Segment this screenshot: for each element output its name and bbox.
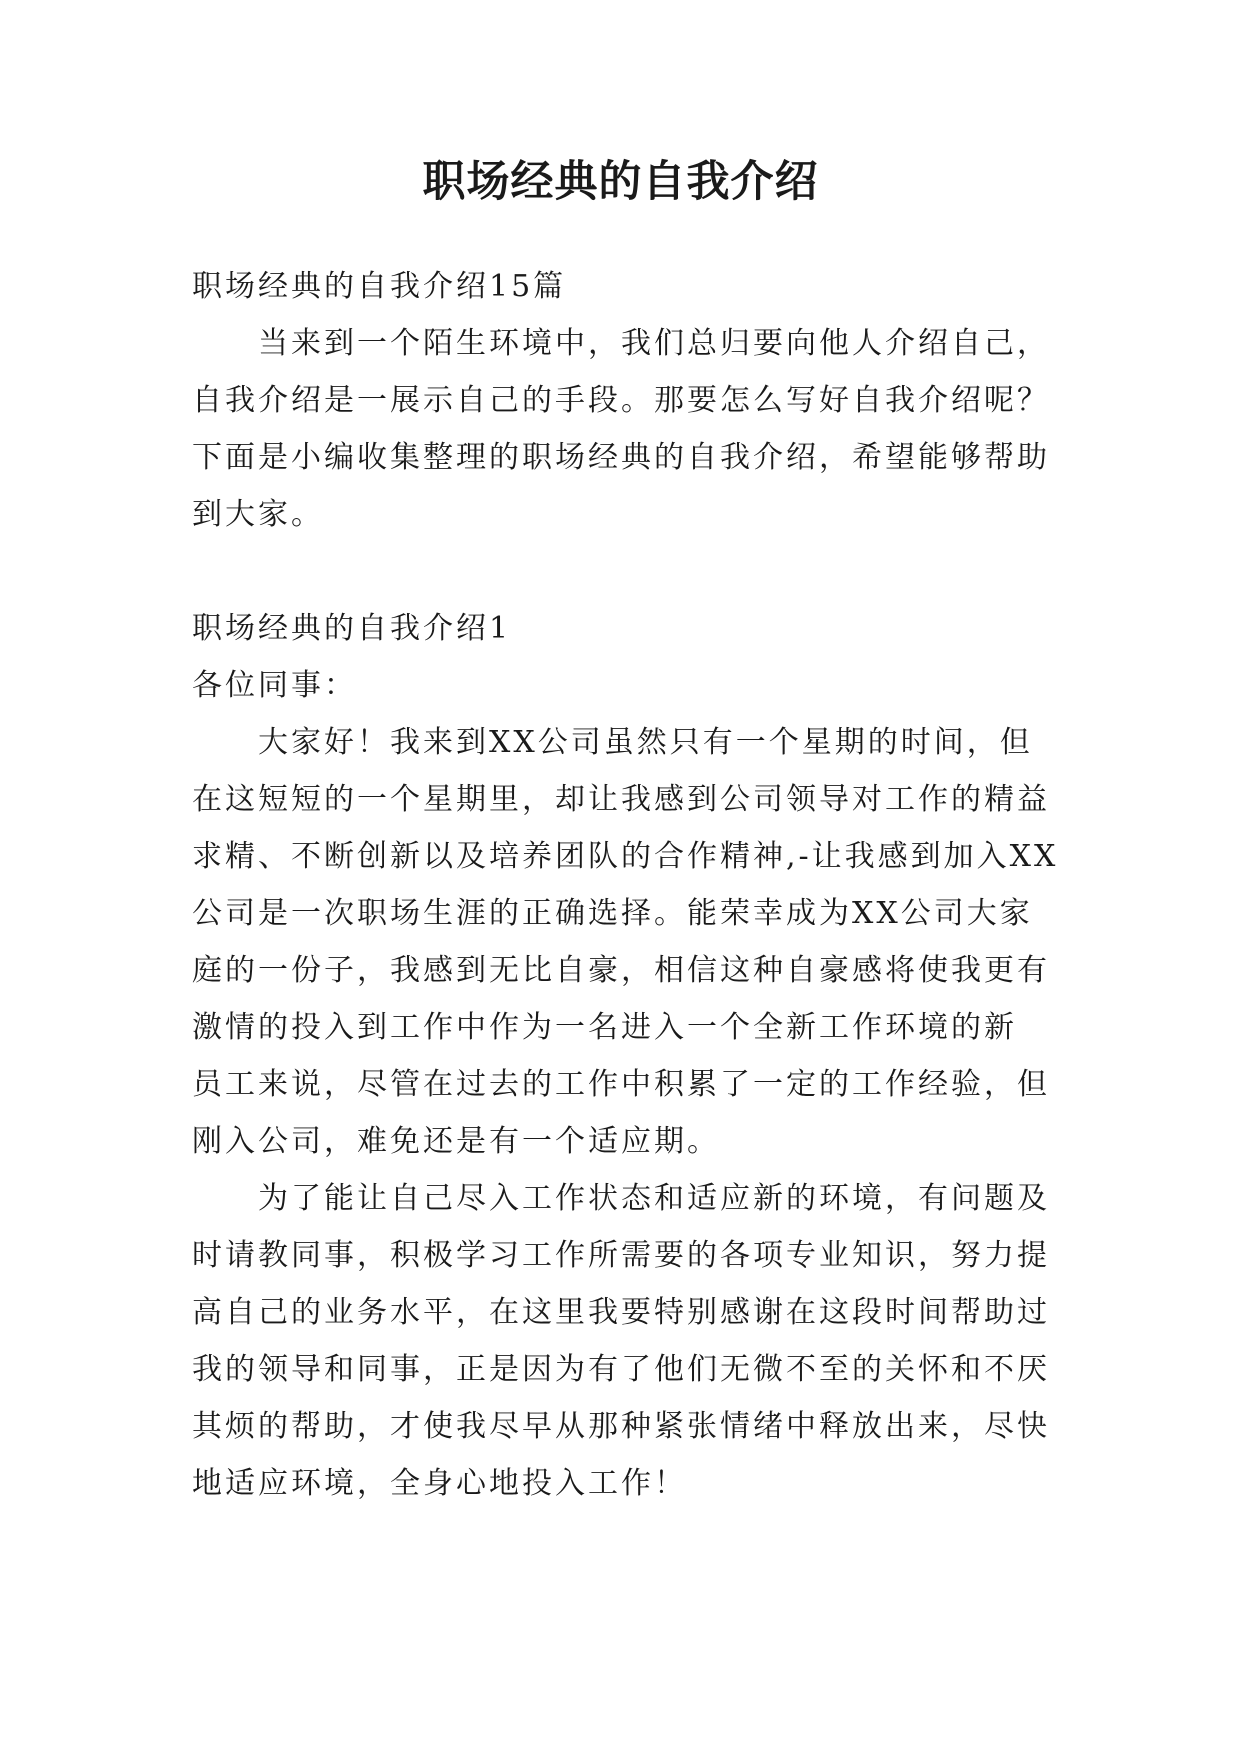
paragraph-line: 求精、不断创新以及培养团队的合作精神,-让我感到加入XX [192,839,1059,874]
paragraph-line: 刚入公司，难免还是有一个适应期。 [192,1124,720,1159]
intro-line: 下面是小编收集整理的职场经典的自我介绍，希望能够帮助 [192,440,1050,475]
intro-paragraph [192,315,1052,543]
document-body [192,258,1059,1512]
paragraph-line: 时请教同事，积极学习工作所需要的各项专业知识，努力提 [192,1238,1050,1273]
paragraph-line: 公司是一次职场生涯的正确选择。能荣幸成为XX公司大家 [192,896,1033,931]
paragraph-line: 员工来说，尽管在过去的工作中积累了一定的工作经验，但 [192,1067,1050,1102]
body-paragraph-2 [192,1170,1052,1512]
paragraph-line: 大家好！我来到XX公司虽然只有一个星期的时间，但 [258,725,1033,760]
paragraph-line: 我的领导和同事，正是因为有了他们无微不至的关怀和不厌 [192,1352,1050,1387]
article-subtitle: 职场经典的自我介绍15篇 [192,269,567,304]
paragraph-gap [192,543,1052,600]
intro-line: 当来到一个陌生环境中，我们总归要向他人介绍自己， [258,326,1050,361]
document-title: 职场经典的自我介绍 [422,157,819,207]
body-paragraph-1 [192,714,1059,1170]
paragraph-line: 在这短短的一个星期里，却让我感到公司领导对工作的精益 [192,782,1050,817]
salutation: 各位同事： [192,668,357,703]
intro-line: 到大家。 [192,497,324,532]
paragraph-line: 庭的一份子，我感到无比自豪，相信这种自豪感将使我更有 [192,953,1050,988]
section-heading: 职场经典的自我介绍1 [192,611,512,646]
paragraph-line: 激情的投入到工作中作为一名进入一个全新工作环境的新 [192,1010,1017,1045]
paragraph-line: 为了能让自己尽入工作状态和适应新的环境，有问题及 [258,1181,1050,1216]
intro-line: 自我介绍是一展示自己的手段。那要怎么写好自我介绍呢？ [192,383,1050,418]
paragraph-line: 高自己的业务水平，在这里我要特别感谢在这段时间帮助过 [192,1295,1050,1330]
paragraph-line: 其烦的帮助，才使我尽早从那种紧张情绪中释放出来，尽快 [192,1409,1050,1444]
paragraph-line: 地适应环境，全身心地投入工作！ [192,1466,687,1501]
